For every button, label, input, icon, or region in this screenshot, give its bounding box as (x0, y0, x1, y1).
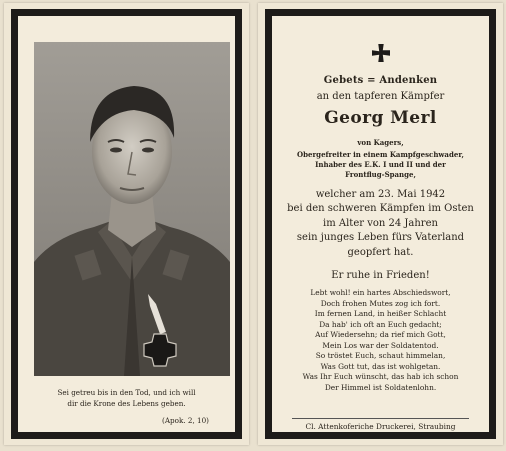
statement-line: bei den schweren Kämpfen im Osten (287, 203, 474, 215)
statement-line: sein junges Leben fürs Vaterland (296, 232, 465, 244)
memorial-subheading: an den tapferen Kämpfer (316, 91, 445, 102)
rank-line: Frontflug-Spange, (345, 170, 416, 179)
poem-line: Im fernen Land, in heißer Schlacht (314, 309, 447, 318)
poem-line: Da hab' ich oft an Euch gedacht; (319, 319, 442, 329)
statement-line: geopfert hat. (347, 246, 414, 258)
memorial-heading: Gebets = Andenken (323, 75, 438, 86)
right-black-border (265, 9, 496, 439)
poem-line: Doch frohen Mutes zog ich fort. (320, 298, 441, 308)
rank-line: Inhaber des E.K. I und II und der (315, 160, 446, 169)
left-black-border (11, 9, 242, 439)
statement-line: welcher am 23. Mai 1942 (315, 189, 446, 200)
poem-line: Lebt wohl! ein hartes Abschiedswort, (310, 288, 451, 297)
poem-line: Was Gott tut, das ist wohlgetan. (320, 361, 441, 371)
iron-cross-icon (372, 44, 390, 62)
printer-credit: Cl. Attenkoferiche Druckerei, Straubing (305, 422, 456, 431)
poem-line: Der Himmel ist Soldatenlohn. (324, 382, 437, 392)
deceased-name: Georg Merl (324, 108, 437, 128)
left-card (4, 3, 249, 445)
hometown: von Kagers, (357, 138, 404, 147)
divider (292, 418, 469, 419)
rank-line: Obergefreiter in einem Kampfgeschwader, (297, 150, 464, 159)
rest-in-peace: Er ruhe in Frieden! (331, 270, 430, 281)
verse-line: Sei getreu bis in den Tod, und ich will (57, 388, 196, 397)
verse-reference: (Apok. 2, 10) (162, 416, 209, 425)
soldier-portrait (34, 42, 230, 376)
farewell-poem (280, 288, 481, 393)
poem-line: Auf Wiedersehn; da rief mich Gott, (315, 330, 446, 339)
verse-line: dir die Krone des Lebens geben. (67, 398, 186, 408)
death-statement (280, 188, 481, 260)
poem-line: Was Ihr Euch wünscht, das hab ich schon (302, 372, 459, 381)
rank-description (280, 150, 481, 180)
poem-line: Mein Los war der Soldatentod. (322, 340, 439, 350)
right-card (258, 3, 503, 445)
statement-line: im Alter von 24 Jahren (323, 217, 438, 229)
poem-line: So tröstet Euch, schaut himmelan, (315, 351, 446, 360)
bible-verse (30, 388, 223, 409)
